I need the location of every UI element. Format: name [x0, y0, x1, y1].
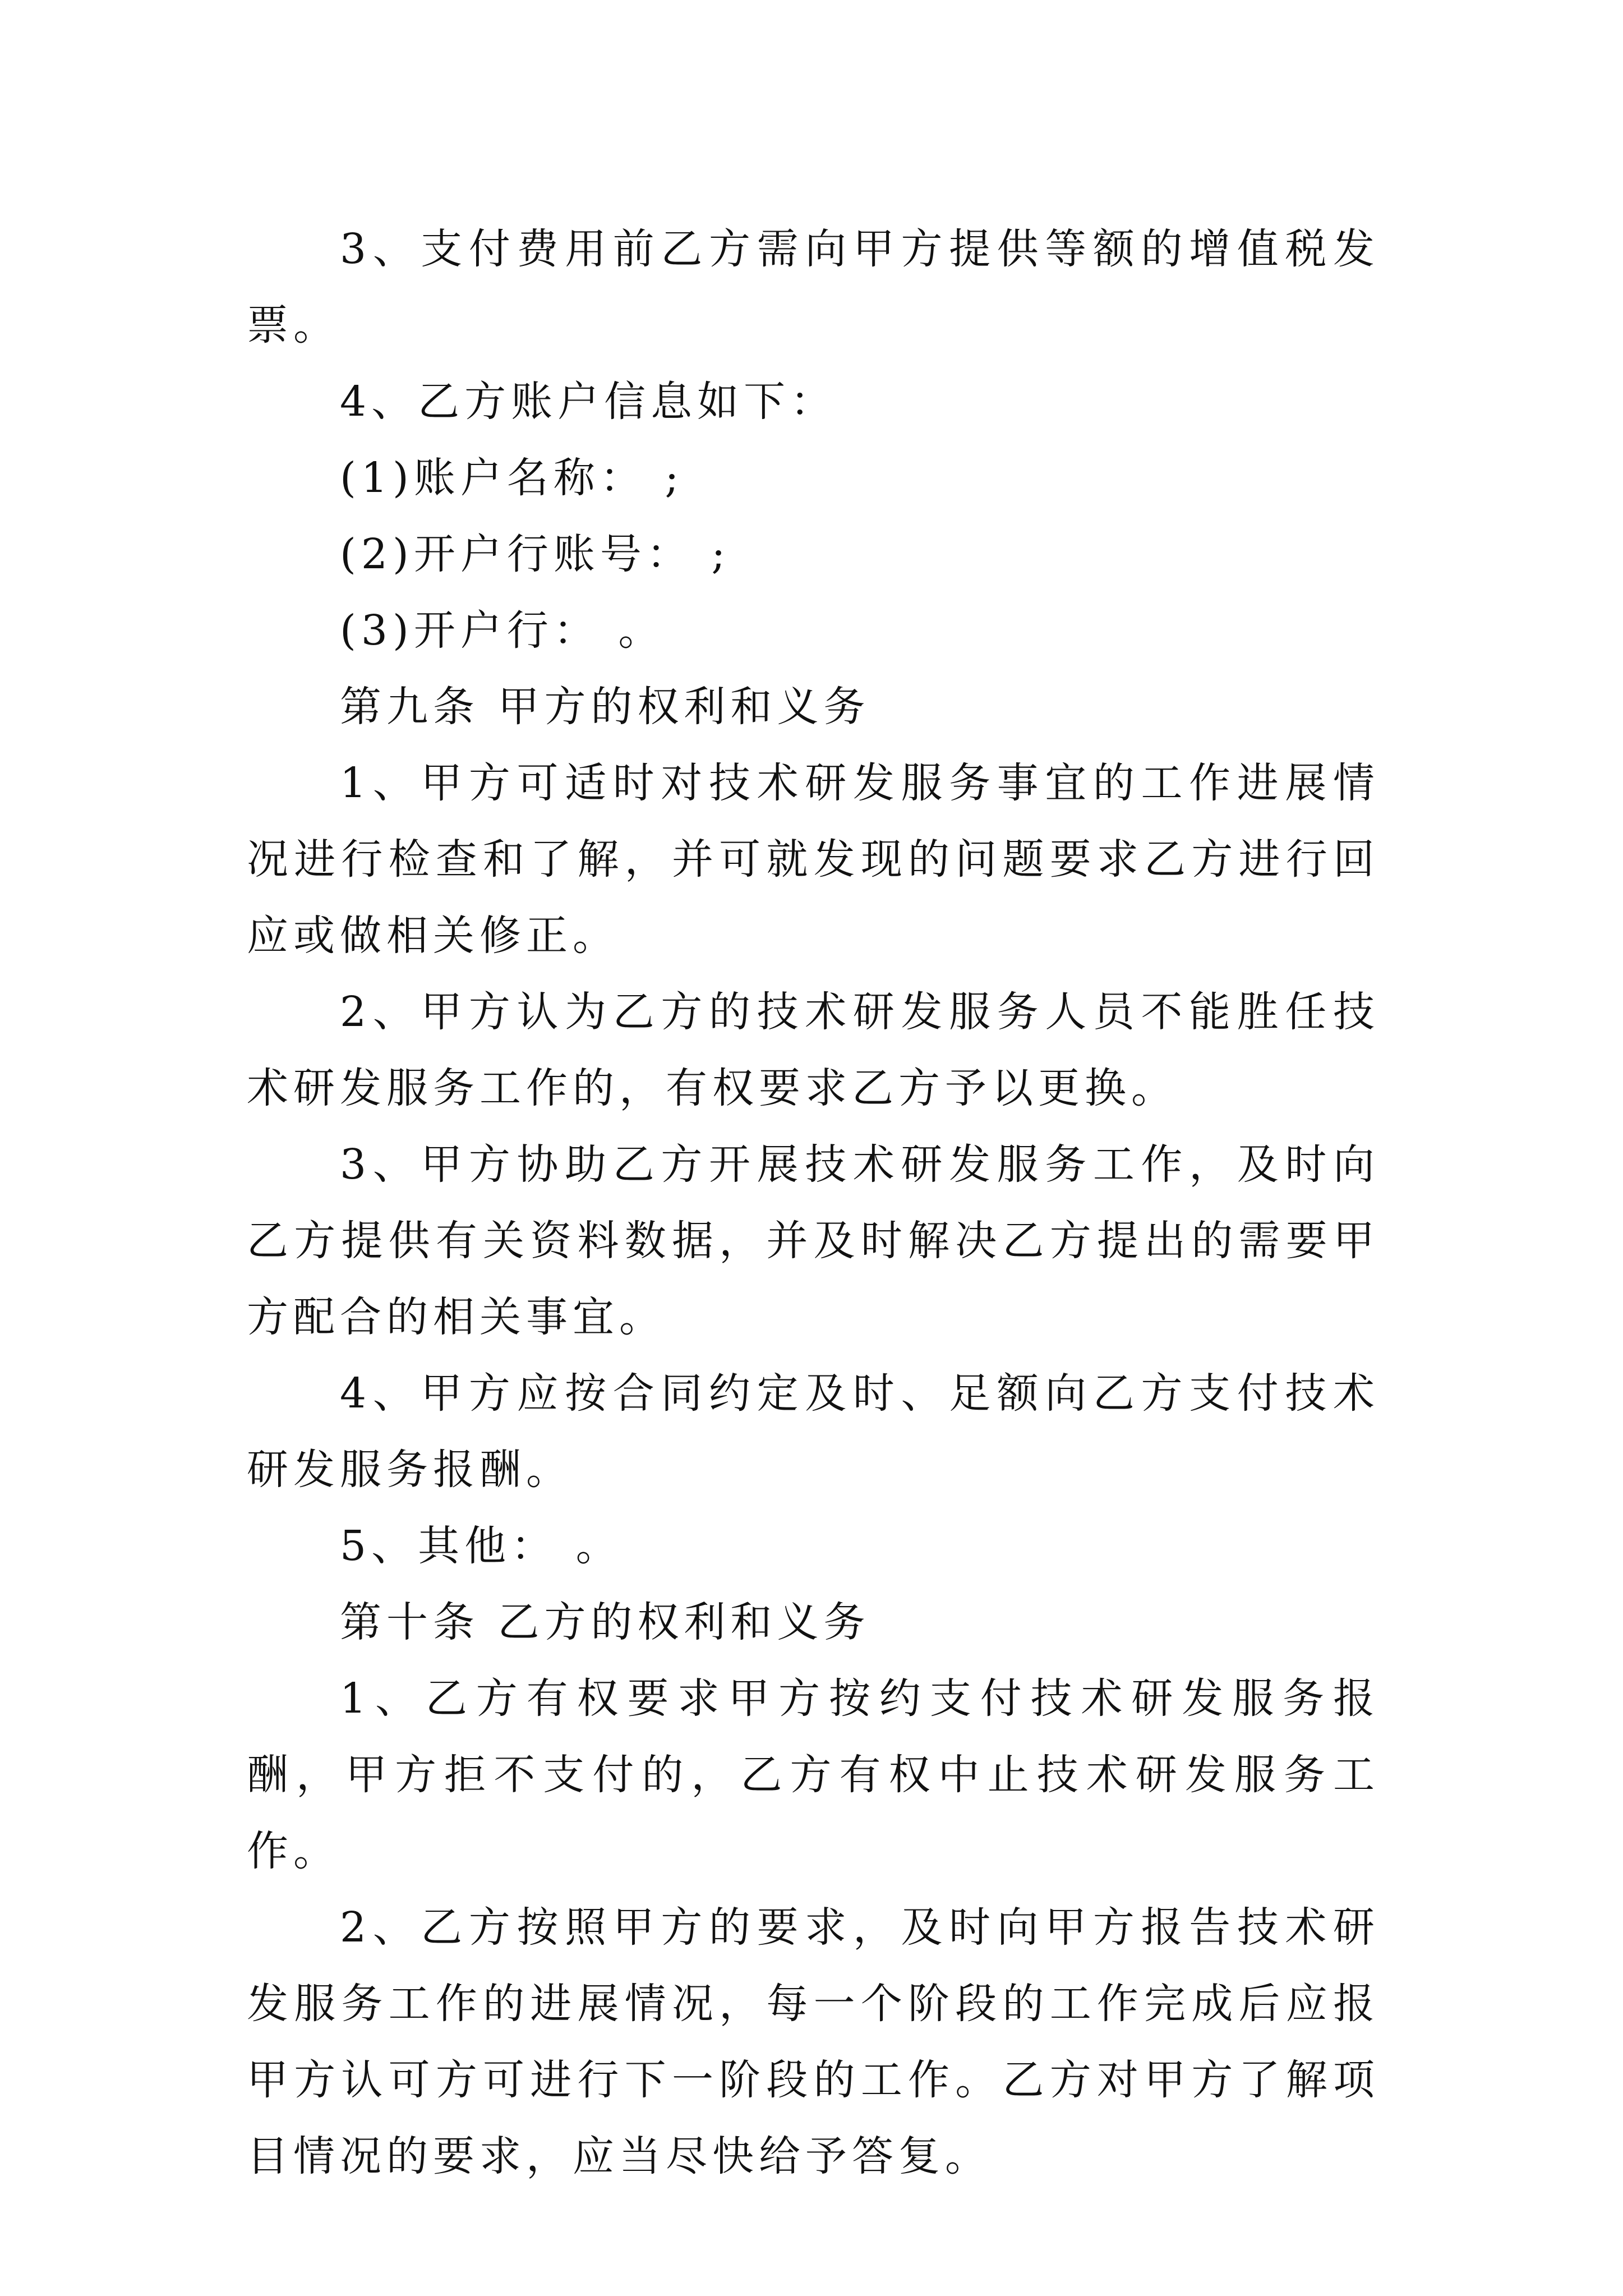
article-10-heading: 第十条 乙方的权利和义务 [340, 1598, 870, 1646]
paragraph-account-info-heading: 4、乙方账户信息如下： [340, 378, 837, 426]
article-9-item-3: 3、甲方协助乙方开展技术研发服务工作，及时向乙方提供有关资料数据，并及时解决乙方提出的需要甲方配合的相关事宜。 [247, 1140, 1380, 1341]
paragraph-payment-invoice: 3、支付费用前乙方需向甲方提供等额的增值税发票。 [247, 225, 1380, 349]
article-9-item-4: 4、甲方应按合同约定及时、足额向乙方支付技术研发服务报酬。 [247, 1369, 1380, 1494]
paragraph-bank-name: (3)开户行： 。 [340, 606, 665, 655]
article-9-item-5: 5、其他： 。 [340, 1522, 623, 1570]
document-body [247, 211, 1380, 2194]
article-9-item-1: 1、甲方可适时对技术研发服务事宜的工作进展情况进行检查和了解，并可就发现的问题要求乙方进行回应或做相关修正。 [247, 759, 1380, 960]
article-10-item-2: 2、乙方按照甲方的要求，及时向甲方报告技术研发服务工作的进展情况，每一个阶段的工作完成后应报甲方认可方可进行下一阶段的工作。乙方对甲方了解项目情况的要求，应当尽快给予答复。 [247, 1903, 1380, 2180]
paragraph-account-number: (2)开户行账号： ; [340, 530, 731, 578]
paragraph-account-name: (1)账户名称： ; [340, 454, 684, 502]
article-9-heading: 第九条 甲方的权利和义务 [340, 683, 870, 731]
article-10-item-1: 1、乙方有权要求甲方按约支付技术研发服务报酬，甲方拒不支付的，乙方有权中止技术研发服务工作。 [247, 1674, 1380, 1875]
article-9-item-2: 2、甲方认为乙方的技术研发服务人员不能胜任技术研发服务工作的，有权要求乙方予以更换。 [247, 988, 1380, 1112]
